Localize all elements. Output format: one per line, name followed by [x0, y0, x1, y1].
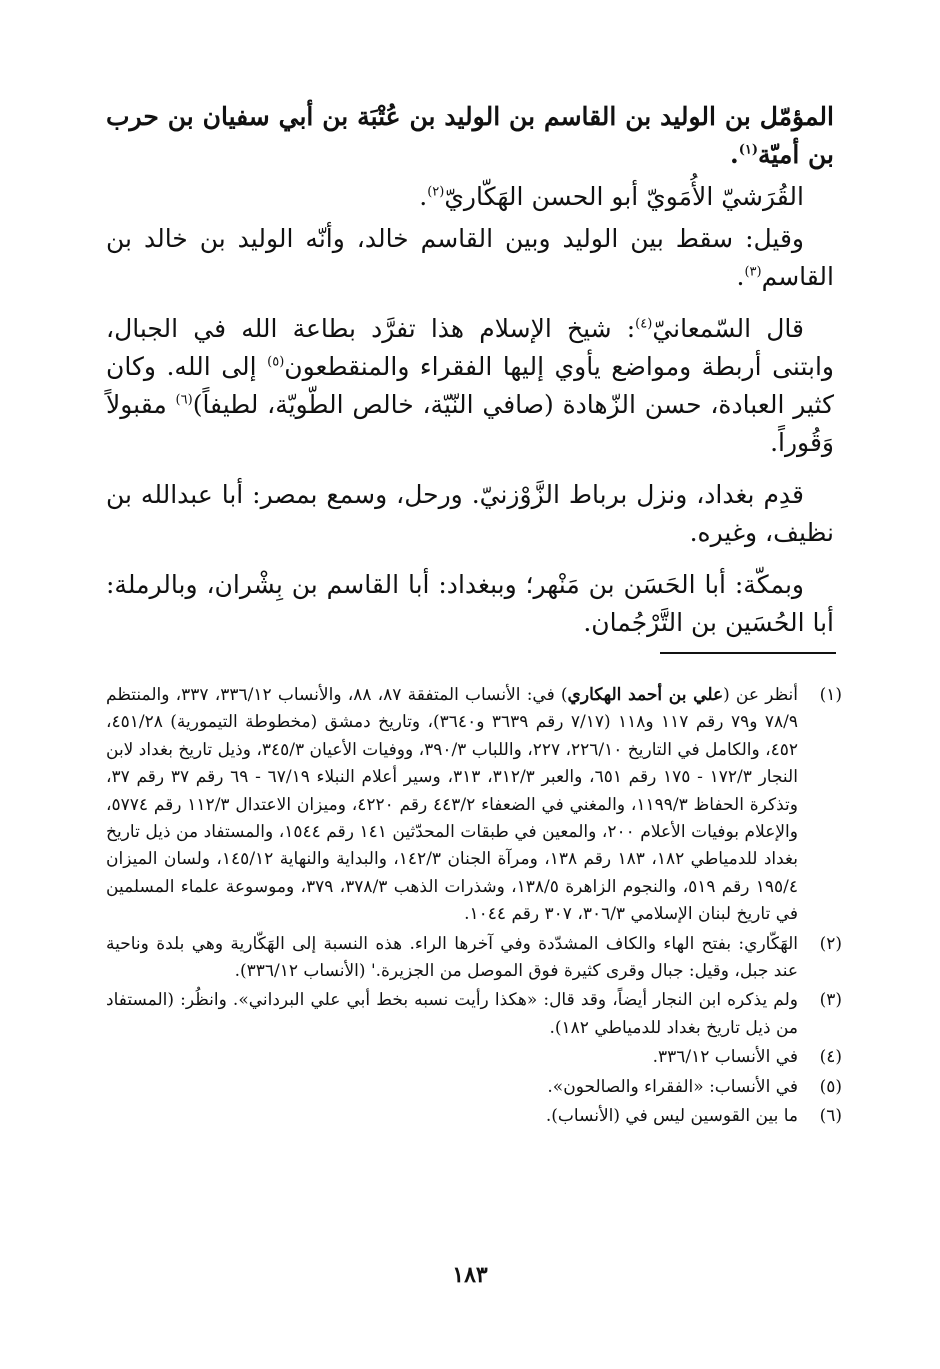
makka-paragraph: وبمكّة: أبا الحَسَن بن مَنْهر؛ وببغداد: أبا القاسم بن بِشْران، وبالرملة: أبا الحُسَين بن التَّرْجُمان. [106, 570, 834, 637]
footnote-bold-name: علي بن أحمد الهكاري [567, 685, 724, 705]
footnote-divider [660, 652, 836, 654]
samani-text-c: إلى الله. وكان كثير العبادة، حسن الزّهادة (صافي النّيّة، خالص الطّويّة، لطيفاً) [106, 352, 834, 419]
qila-end: . [736, 262, 745, 291]
footnote-body: ) في: الأنساب المتفقة ٨٧، ٨٨، والأنساب ٣٣٦/١٢، ٣٣٧، والمنتظم ٧٨/٩ و٧٩ رقم ١١٧ و١١٨ (٧/١٧ رقم ٣٦٣٩ و٣٦٤٠)، وتاريخ دمشق (مخطوطة التيمورية) ٤٥١/٢٨، ٤٥٢، والكامل في التاريخ ٢٢٦/١٠، ٢٢٧، واللباب ٣٩٠/٣، ووفيات الأعيان ٣٤٥/٣، وذيل تاريخ بغداد لابن النجار ١٧٢/٣ - ١٧٥ رقم ٦٥١، والعبر ٣١٢/٣، ٣١٣، وسير أعلام النبلاء ٦٧/١٩ - ٦٩ رقم ٣٧ رقم ٣٧، وتذكرة الحفاظ ١١٩٩/٣، والمغني في الضعفاء ٤٤٣/٢ رقم ٤٢٢٠، وميزان الاعتدال ١١٢/٣ رقم ٥٧٧٤، والإعلام بوفيات الأعلام ٢٠٠، والمعين في طبقات المحدّثين ١٤١ رقم ١٥٤٤، والمستفاد من ذيل تاريخ بغداد للدمياطي ١٨٢، ١٨٣ رقم ١٣٨، ومرآة الجنان ١٤٢/٣، والبداية والنهاية ١٤٥/١٢، ولسان الميزان ١٩٥/٤ رقم ٥١٩، والنجوم الزاهرة ١٣٨/٥، وشذرات الذهب ٣٧٨/٣، ٣٧٩، وموسوعة علماء المسلمين في تاريخ لبنان الإسلامي ٣٠٦/٣، ٣٠٧ رقم ١٠٤٤. [106, 685, 799, 925]
footnote-4 [106, 1044, 842, 1071]
footnote-number: (٥) [819, 1076, 842, 1097]
footnote-ref-5: (٥) [267, 354, 285, 370]
footnote-text: في الأنساب: «الفقراء والصالحون». [547, 1076, 798, 1097]
footnote-ref-3: (٣) [744, 264, 762, 280]
entry-heading [106, 98, 834, 174]
main-text [106, 98, 834, 656]
footnote-text: في الأنساب ٣٣٦/١٢. [652, 1047, 798, 1068]
footnote-number: (٤) [819, 1047, 842, 1068]
footnote-ref-4: (٤) [635, 316, 653, 332]
footnote-5 [106, 1074, 842, 1101]
qila-text: وقيل: سقط بين الوليد وبين القاسم خالد، وأنّه الوليد بن خالد بن القاسم [106, 224, 834, 291]
footnote-number: (٦) [819, 1106, 842, 1127]
footnote-prefix: أنظر عن ( [723, 685, 798, 705]
footnote-number: (٢) [819, 933, 842, 954]
nisba-text: القُرَشيّ الأُمَويّ أبو الحسن الهَكّاريّ [444, 182, 804, 211]
footnotes [106, 682, 842, 1133]
footnote-3 [106, 987, 842, 1042]
samani-text-b: : شيخ الإسلام هذا تفرَّد بطاعة الله في الجبال، وابتنى أربطة ومواضع يأوي إليها الفقراء والمنقطعون [106, 314, 834, 381]
footnote-number: (١) [819, 685, 842, 705]
footnote-text: ولم يذكره ابن النجار أيضاً، وقد قال: «هكذا رأيت نسبه بخط أبي علي البرداني». وانظُر: (المستفاد من ذيل تاريخ بغداد للدمياطي ١٨٢). [106, 990, 798, 1038]
heading-end: . [730, 140, 739, 169]
footnote-number: (٣) [819, 990, 842, 1011]
qila-paragraph [106, 220, 834, 296]
samani-text-a: قال السّمعانيّ [652, 314, 804, 343]
footnote-ref-6: (٦) [175, 392, 193, 408]
heading-text: المؤمّل بن الوليد بن القاسم بن الوليد بن عُتْبَة بن أبي سفيان بن حرب بن أميّة [106, 102, 834, 169]
samani-paragraph [106, 310, 834, 462]
footnote-text: ما بين القوسين ليس في (الأنساب). [545, 1106, 798, 1127]
footnote-1 [106, 682, 842, 929]
nisba-line [106, 178, 834, 216]
footnote-text: الهَكّاري: بفتح الهاء والكاف المشدّدة وفي آخرها الراء. هذه النسبة إلى الهَكّارية وهي بلدة وناحية عند جبل، وقيل: جبال وقرى كثيرة فوق الموصل من الجزيرة.' (الأنساب ٣٣٦/١٢). [106, 933, 798, 982]
footnote-text [106, 682, 798, 929]
footnote-ref-2: (٢) [427, 184, 445, 200]
footnote-ref-1: (١) [738, 142, 759, 158]
nisba-end: . [419, 182, 428, 211]
page-number: ١٨٣ [452, 1262, 488, 1288]
footnote-2 [106, 931, 842, 986]
footnote-6 [106, 1103, 842, 1130]
samani-text-d: مقبولاً وَقُوراً. [106, 390, 834, 457]
baghdad-paragraph: قدِم بغداد، ونزل برباط الزَّوْزنيّ. ورحل، وسمع بمصر: أبا عبدالله بن نظيف، وغيره. [106, 480, 834, 547]
